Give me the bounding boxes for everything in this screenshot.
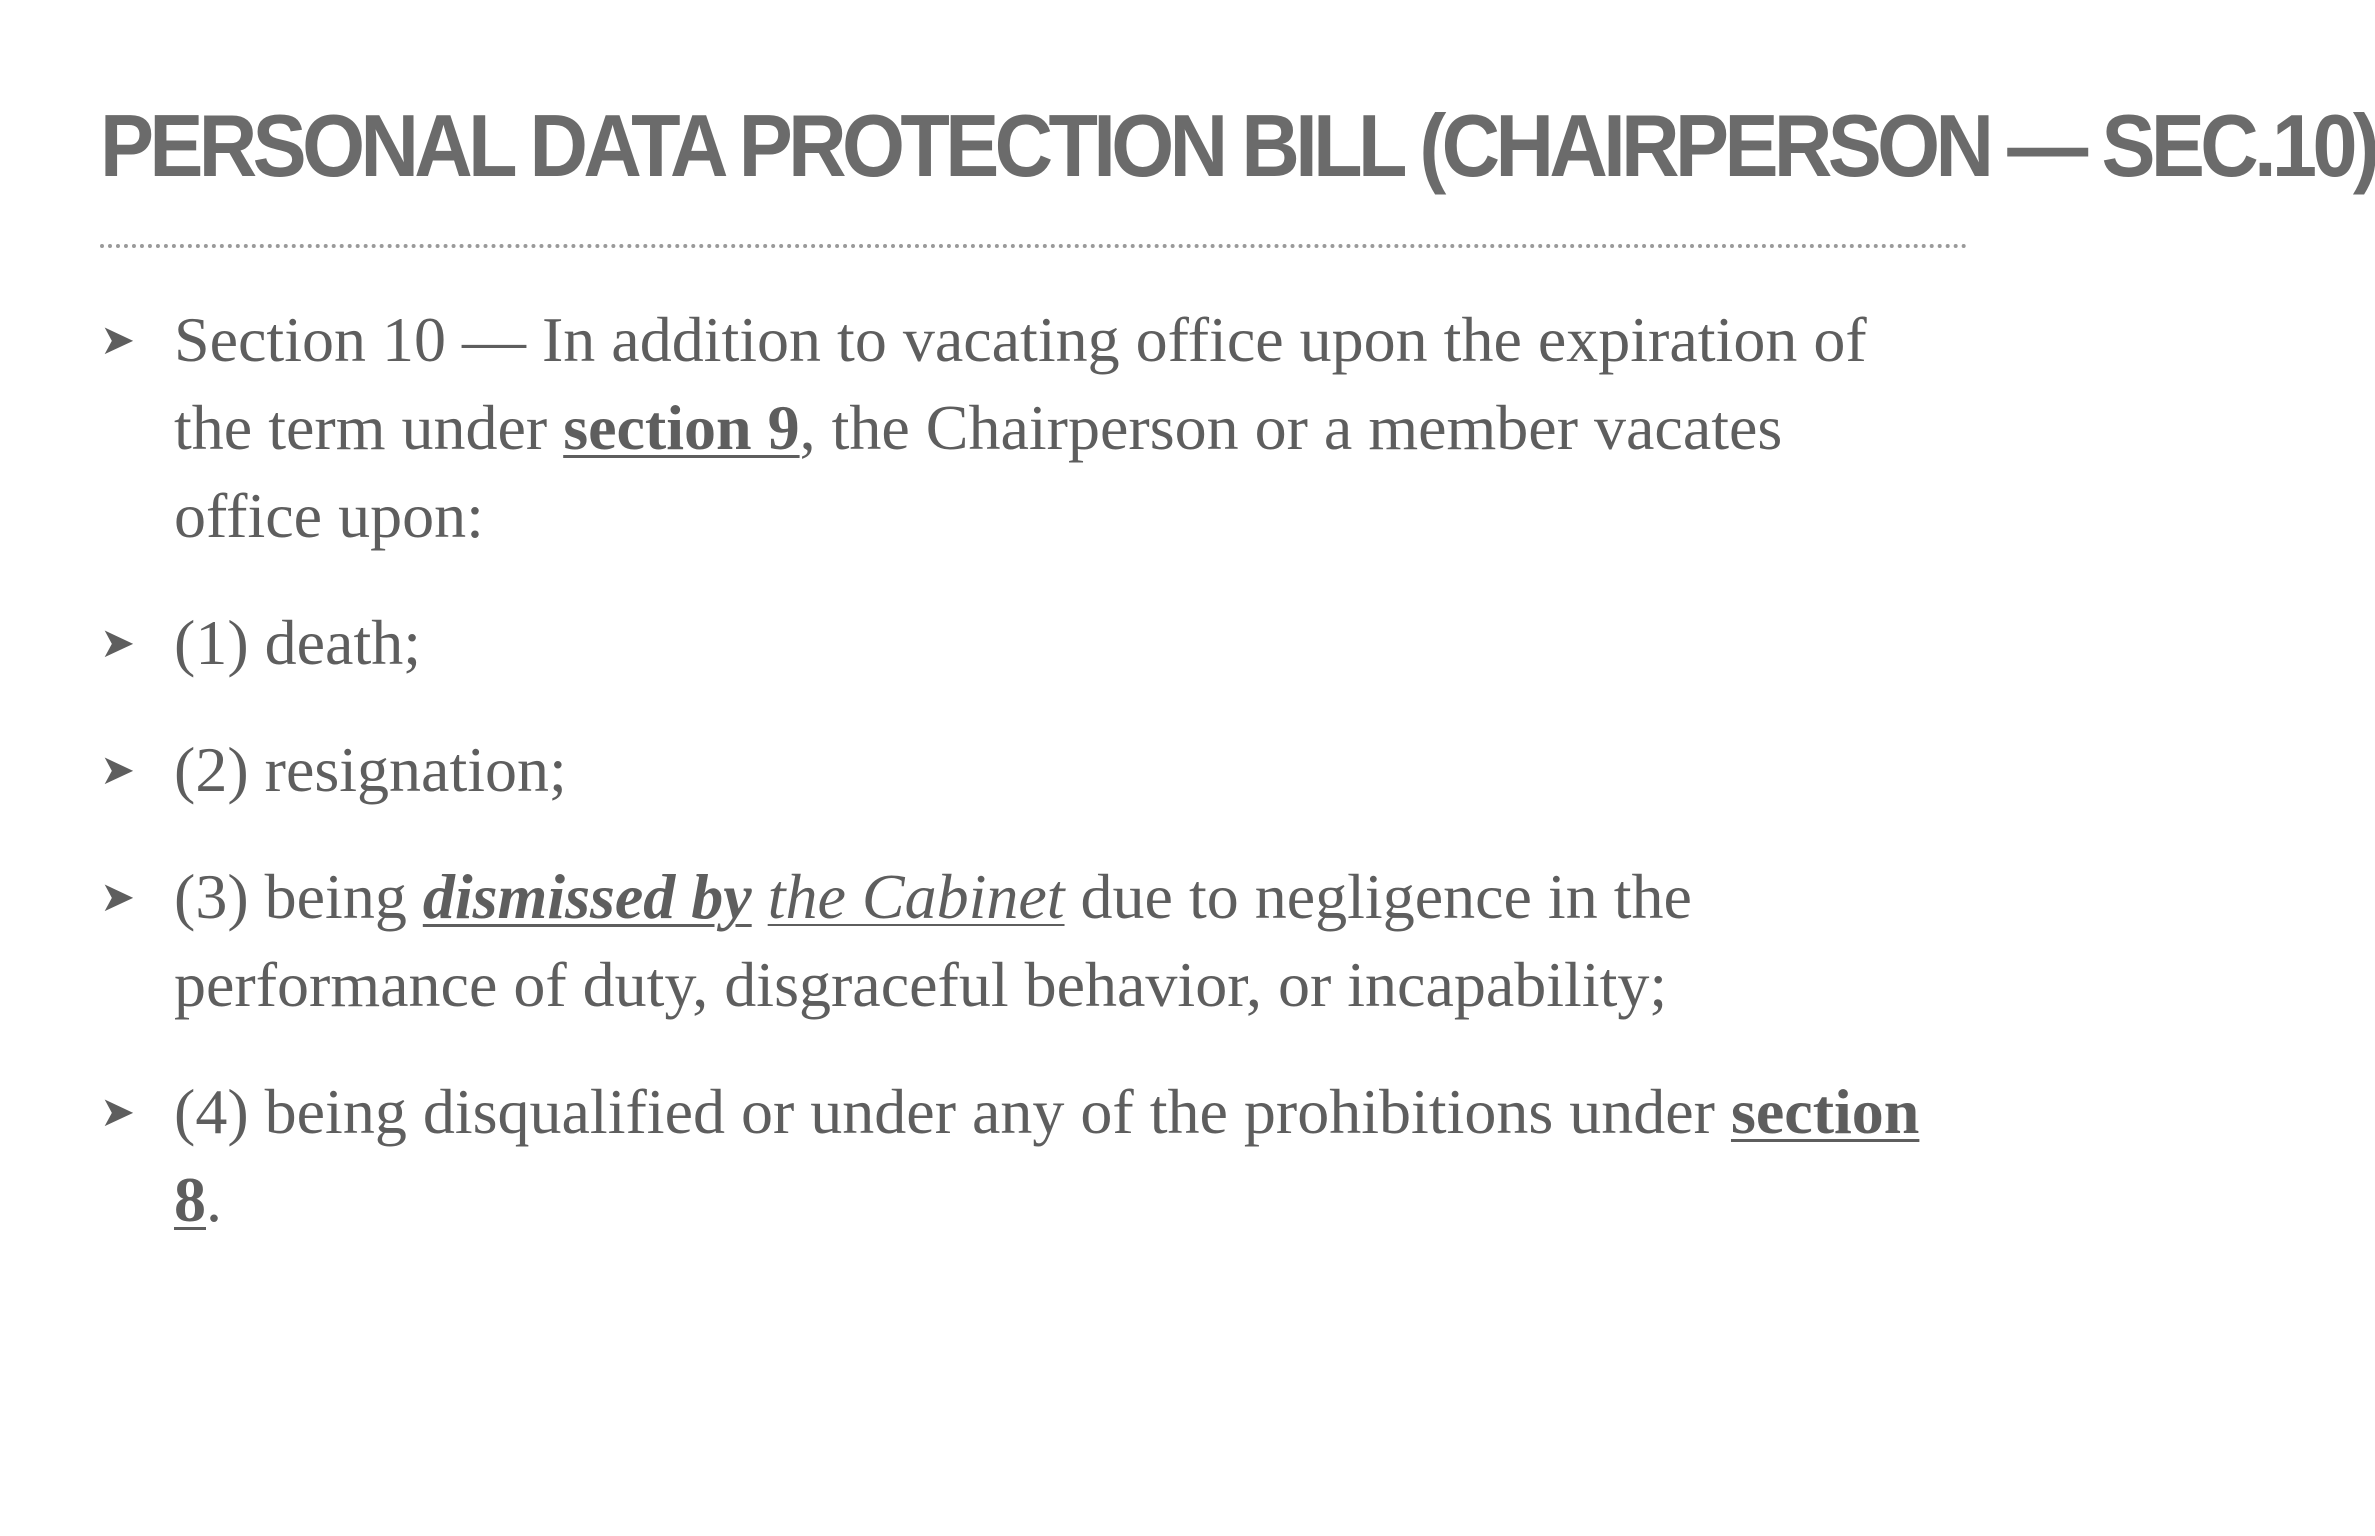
bullet-text: Section 10 — In addition to vacating office upon the expiration of the term under: [174, 304, 1867, 463]
arrowhead-bullet-icon: ➤: [100, 745, 136, 794]
bullet-text: (3) being: [174, 861, 423, 932]
bullet-item-intro: [100, 296, 1940, 560]
bullet-text: (2) resignation;: [174, 734, 567, 805]
section-8-link[interactable]: section 8: [174, 1076, 1920, 1235]
bullet-text: [752, 861, 768, 932]
title-divider: [100, 244, 1968, 248]
bullet-text: due to negligence in the performance of duty, disgraceful behavior, or incapability;: [174, 861, 1692, 1020]
bullet-item-resignation: [100, 726, 1940, 814]
arrowhead-bullet-icon: ➤: [100, 872, 136, 921]
bullet-item-death: [100, 599, 1940, 687]
section-9-link[interactable]: section 9: [563, 392, 800, 463]
dismissed-by-link[interactable]: dismissed by: [422, 861, 752, 932]
bullet-list: [100, 296, 1940, 1283]
bullet-text: .: [206, 1164, 222, 1235]
arrowhead-bullet-icon: ➤: [100, 1087, 136, 1136]
slide-title: PERSONAL DATA PROTECTION BILL (CHAIRPERSON — SEC.10): [100, 96, 2375, 195]
arrowhead-bullet-icon: ➤: [100, 618, 136, 667]
bullet-text: , the Chairperson or a member vacates office upon:: [174, 392, 1783, 551]
the-cabinet-link[interactable]: the Cabinet: [767, 861, 1065, 932]
bullet-text: (4) being disqualified or under any of the prohibitions under: [174, 1076, 1731, 1147]
bullet-item-dismissal: [100, 853, 1940, 1029]
arrowhead-bullet-icon: ➤: [100, 315, 136, 364]
bullet-item-disqualification: [100, 1068, 1940, 1244]
bullet-text: (1) death;: [174, 607, 421, 678]
